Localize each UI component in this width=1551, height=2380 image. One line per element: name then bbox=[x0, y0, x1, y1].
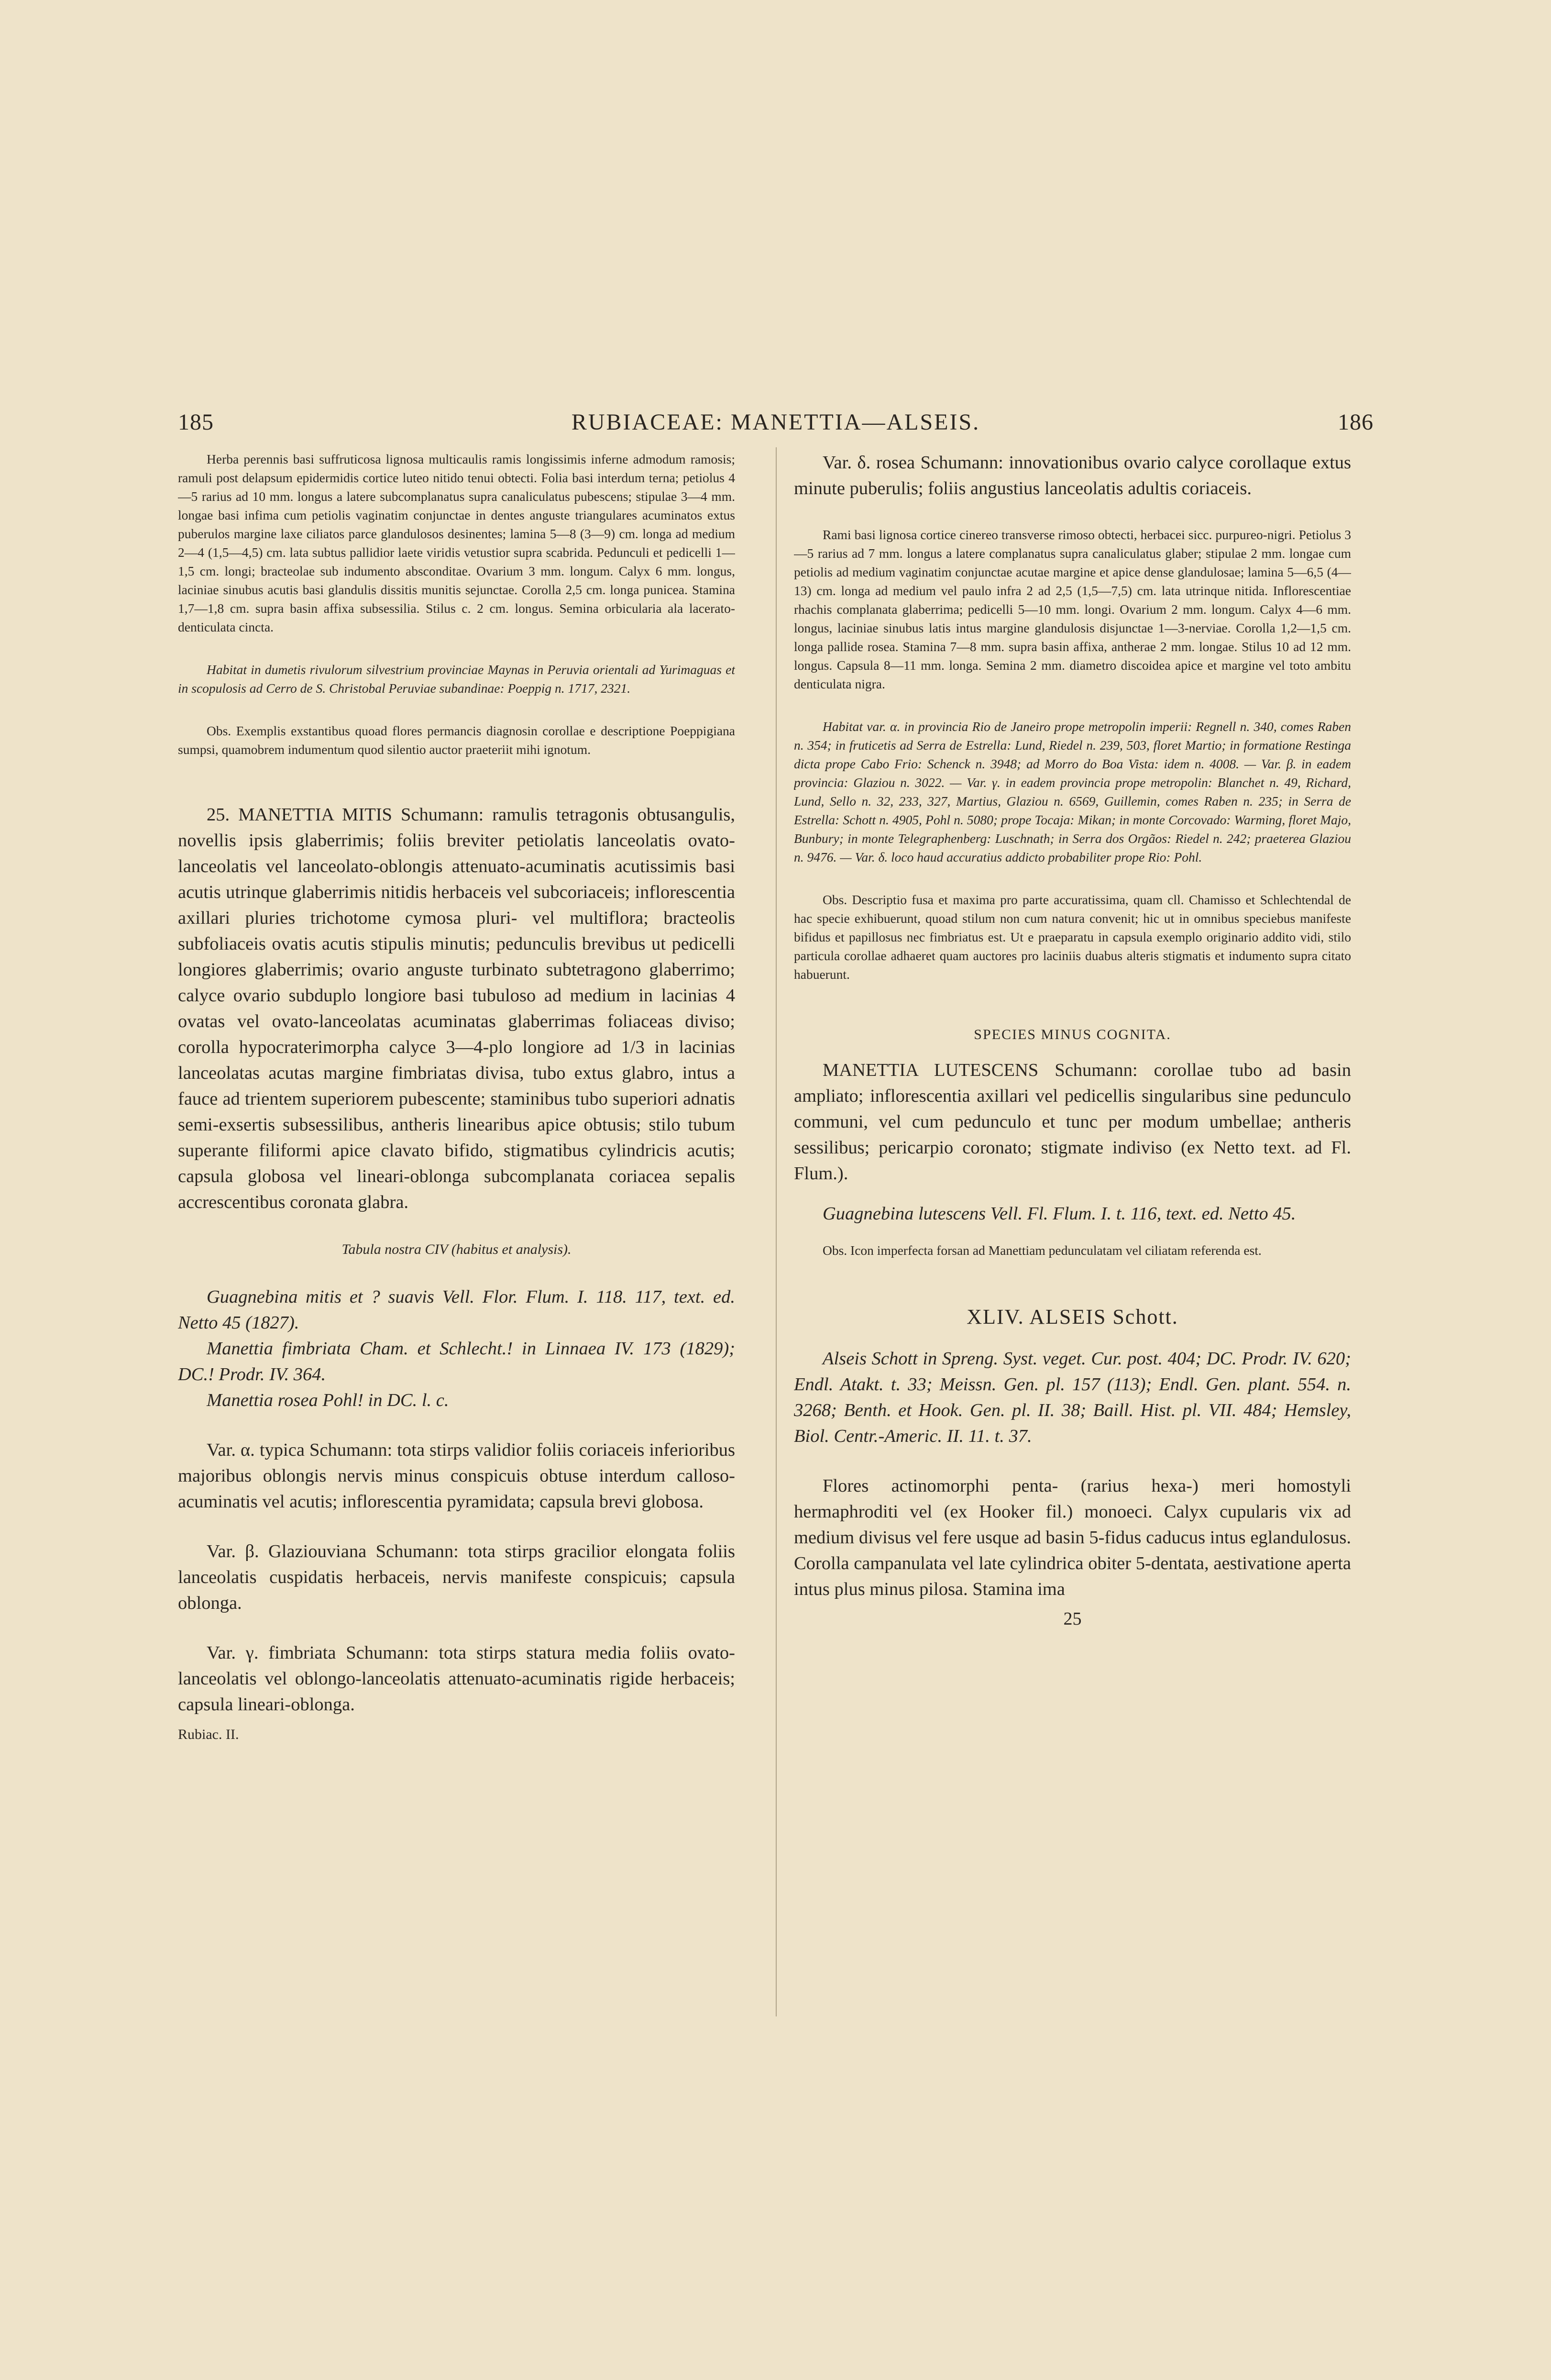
page-number-left: 185 bbox=[178, 410, 214, 435]
variety-gamma-paragraph: Var. γ. fimbriata Schumann: tota stirps statura media foliis ovato-lanceolatis vel oblongo-lanceolatis attenuato-acuminatis rigide herbaceis; capsula lineari-oblonga. bbox=[178, 1643, 735, 1715]
running-title: RUBIACEAE: MANETTIA—ALSEIS. bbox=[571, 410, 980, 435]
description-paragraph: Rami basi lignosa cortice cinereo transverse rimoso obtecti, herbacei sicc. purpureo-nigri. Petiolus 3—5 rarius ad 7 mm. longus a latere complanatus supra canaliculatus glaber; stipulae 2 mm. longae cum petiolis ad medium vaginatim conjunctae acutae margine et apice dense glandulosae; lamina 5—6,5 (4—13) cm. longa ad medium vel paulo infra 2 ad 2,5 (1,5—7,5) cm. lata utrinque nitida. Inflorescentiae rhachis complanata glaberrima; pedicelli 5—10 mm. longi. Ovarium 2 mm. longum. Calyx 4—6 mm. longus, laciniae sinubus latis intus margine glandulosis disjunctae 1—3-nerviae. Corolla 1,2—1,5 cm. longa pallide rosea. Stamina 7—8 mm. supra basin affixa, antherae 2 mm. longae. Stilus 10 ad 12 mm. longus. Capsula 8—11 mm. longa. Semina 2 mm. diametro discoidea apice et margine vel toto ambitu denticulata nigra. bbox=[794, 527, 1351, 691]
synonym-line-3: Manettia rosea Pohl! in DC. l. c. bbox=[207, 1390, 449, 1410]
habitat-paragraph: Habitat var. α. in provincia Rio de Janeiro prope metropolin imperii: Regnell n. 340, comes Raben n. 354; in fruticetis ad Serra de Estrella: Lund, Riedel n. 239, 503, floret Martio; in formatione Restinga dicta prope Cabo Frio: Schenck n. 3948; ad Morro do Boa Vista: idem n. 4008. — Var. β. in eadem provincia: Glaziou n. 3022. — Var. γ. in eadem provincia prope metropolin: Blanchet n. 49, Richard, Lund, Sello n. 32, 233, 327, Martius, Glaziou n. 6569, Guillemin, comes Raben n. 235; in Serra de Estrella: Schott n. 4905, Pohl n. 5080; prope Tocaja: Mikan; in monte Corcovado: Warming, floret Majo, Bunbury; in monte Telegraphenberg: Luschnath; in Serra dos Orgãos: Riedel n. 242; praeterea Glaziou n. 9476. — Var. δ. loco haud accuratius addicto probabiliter prope Rio: Pohl. bbox=[794, 719, 1351, 864]
observation-paragraph: Obs. Descriptio fusa et maxima pro parte accuratissima, quam cll. Chamisso et Schlechtendal de hac specie exhibuerunt, quoad stilum non cum natura convenit; hic ut in omnibus speciebus manifeste bifidus et papillosus nec fimbriatus est. Ut e praeparatu in capsula exemplo originario addito vidi, stilo particula corollae adhaeret quam auctores pro laciniis duabus alteris stigmatis et indumento supra citato habuerunt. bbox=[794, 892, 1351, 982]
running-header bbox=[178, 409, 1374, 443]
variety-delta-paragraph: Var. δ. rosea Schumann: innovationibus ovario calyce corollaque extus minute puberulis; foliis angustius lanceolatis adultis coriaceis. bbox=[794, 453, 1351, 498]
plate-reference: Tabula nostra CIV (habitus et analysis). bbox=[341, 1241, 572, 1257]
habitat-paragraph: Habitat in dumetis rivulorum silvestrium provinciae Maynas in Peruvia orientali ad Yurimaguas et in scopulosis ad Cerro de S. Christobal Peruviae subandinae: Poeppig n. 1717, 2321. bbox=[178, 662, 735, 696]
variety-beta-paragraph: Var. β. Glaziouviana Schumann: tota stirps gracilior elongata foliis lanceolatis cuspidatis herbaceis, nervis manifeste conspicuis; capsula oblonga. bbox=[178, 1541, 735, 1613]
description-paragraph: Herba perennis basi suffruticosa lignosa multicaulis ramis longissimis inferne admodum ramosis; ramuli post delapsum epidermidis cortice luteo nitido tenui obtecti. Folia basi interdum terna; petiolus 4—5 rarius ad 10 mm. longus a latere subcomplanatus supra canaliculatus pubescens; stipulae 3—4 mm. longae basi infima cum petiolis vaginatim conjunctae in dentes anguste triangulares acuminatos extus puberulos margine laxe ciliatos parce glandulosos desinentes; lamina 5—8 (3—9) cm. longa ad medium 2—4 (1,5—4,5) cm. lata subtus pallidior laete viridis vetustior supra scabrida. Pedunculi et pedicelli 1—1,5 cm. longi; bracteolae sub indumento absconditae. Ovarium 3 mm. longum. Calyx 6 mm. longus, laciniae sinubus acutis basi glandulis dissitis munitis sejunctae. Corolla 2,5 cm. longa punicea. Stamina 1,7—1,8 cm. supra basin affixa subsessilia. Stilus c. 2 cm. longus. Semina orbicularia ala lacerato-denticulata cincta. bbox=[178, 452, 735, 634]
observation-paragraph: Obs. Exemplis exstantibus quoad flores permancis diagnosin corollae e descriptione Poeppigiana sumpsi, quamobrem indumentum quod silentio auctor praeteriit mihi ignotum. bbox=[178, 723, 735, 757]
genus-section-heading: XLIV. ALSEIS Schott. bbox=[967, 1305, 1178, 1328]
observation-paragraph: Obs. Icon imperfecta forsan ad Manettiam pedunculatam vel ciliatam referenda est. bbox=[823, 1243, 1262, 1258]
page-number-right: 186 bbox=[1338, 410, 1374, 435]
genus-description-paragraph: Flores actinomorphi penta- (rarius hexa-) meri homostyli hermaphroditi vel (ex Hooker fil.) monoeci. Calyx cupularis vix ad medium divisus vel fere usque ad basin 5-fidus caducus intus eglandulosus. Corolla campanulata vel late cylindrica obiter 5-dentata, aestivatione aperta intus plus minus pilosa. Stamina ima bbox=[794, 1476, 1351, 1599]
right-column bbox=[794, 450, 1351, 2095]
signature-footer: Rubiac. II. bbox=[178, 1727, 239, 1742]
variety-alpha-paragraph: Var. α. typica Schumann: tota stirps validior foliis coriaceis inferioribus majoribus oblongis nervis minus conspicuis obtuse interdum calloso-acuminatis vel acutis; inflorescentia pyramidata; capsula brevi globosa. bbox=[178, 1440, 735, 1512]
signature-page-number: 25 bbox=[1063, 1609, 1082, 1629]
synonym-line: Guagnebina lutescens Vell. Fl. Flum. I. t. 116, text. ed. Netto 45. bbox=[823, 1204, 1296, 1224]
species-diagnosis-paragraph: MANETTIA LUTESCENS Schumann: corollae tubo ad basin ampliato; inflorescentia axillari vel pedicellis singularibus sine pedunculo communi, vel cum pedunculo et tunc per modum umbellae; antheris sessilibus; pericarpio coronato; stigmate indiviso (ex Netto text. ad Fl. Flum.). bbox=[794, 1060, 1351, 1184]
species-minus-cognita-heading: SPECIES MINUS COGNITA. bbox=[974, 1027, 1171, 1042]
synonym-line-2: Manettia fimbriata Cham. et Schlecht.! in Linnaea IV. 173 (1829); DC.! Prodr. IV. 364. bbox=[178, 1339, 735, 1384]
genus-references-paragraph: Alseis Schott in Spreng. Syst. veget. Cur. post. 404; DC. Prodr. IV. 620; Endl. Atakt. t. 33; Meissn. Gen. pl. 157 (113); Endl. Gen. plant. 554. n. 3268; Benth. et Hook. Gen. pl. II. 38; Baill. Hist. pl. VII. 484; Hemsley, Biol. Centr.-Americ. II. 11. t. 37. bbox=[794, 1349, 1351, 1446]
column-divider bbox=[776, 447, 777, 2016]
species-diagnosis-paragraph: 25. MANETTIA MITIS Schumann: ramulis tetragonis obtusangulis, novellis ipsis glaberrimis; foliis breviter petiolatis lanceolatis ovato-lanceolatis vel lanceolato-oblongis attenuato-acuminatis acutissimis basi acutis utrinque glaberrimis nitidis herbaceis vel subcoriaceis; inflorescentia axillari pluries trichotome cymosa pluri- vel multiflora; bracteolis subfoliaceis ovatis acutis stipulis minutis; pedunculis brevibus ut pedicelli longiores glaberrimis; ovario anguste turbinato subtetragono glaberrimo; calyce ovario subduplo longiore basi tubuloso ad medium in lacinias 4 ovatas vel ovato-lanceolatas acuminatas glaberrimas foliaceas diviso; corolla hypocraterimorpha calyce 3—4-plo longiore ad 1/3 in lacinias lanceolatas acutas margine fimbriatas divisa, tubo extus glabro, intus a fauce ad trientem superiorem pubescente; staminibus tubo superiori adnatis semi-exsertis subsessilibus, antheris linearibus apice obtusis; stilo tubum superante filiformi apice clavato bifido, stigmatibus cylindricis acutis; capsula globosa vel lineari-oblonga subcomplanata coriacea sepalis accrescentibus coronata glabra. bbox=[178, 805, 735, 1212]
left-column bbox=[178, 450, 735, 2095]
synonym-line-1: Guagnebina mitis et ? suavis Vell. Flor. Flum. I. 118. 117, text. ed. Netto 45 (1827). bbox=[178, 1287, 735, 1333]
